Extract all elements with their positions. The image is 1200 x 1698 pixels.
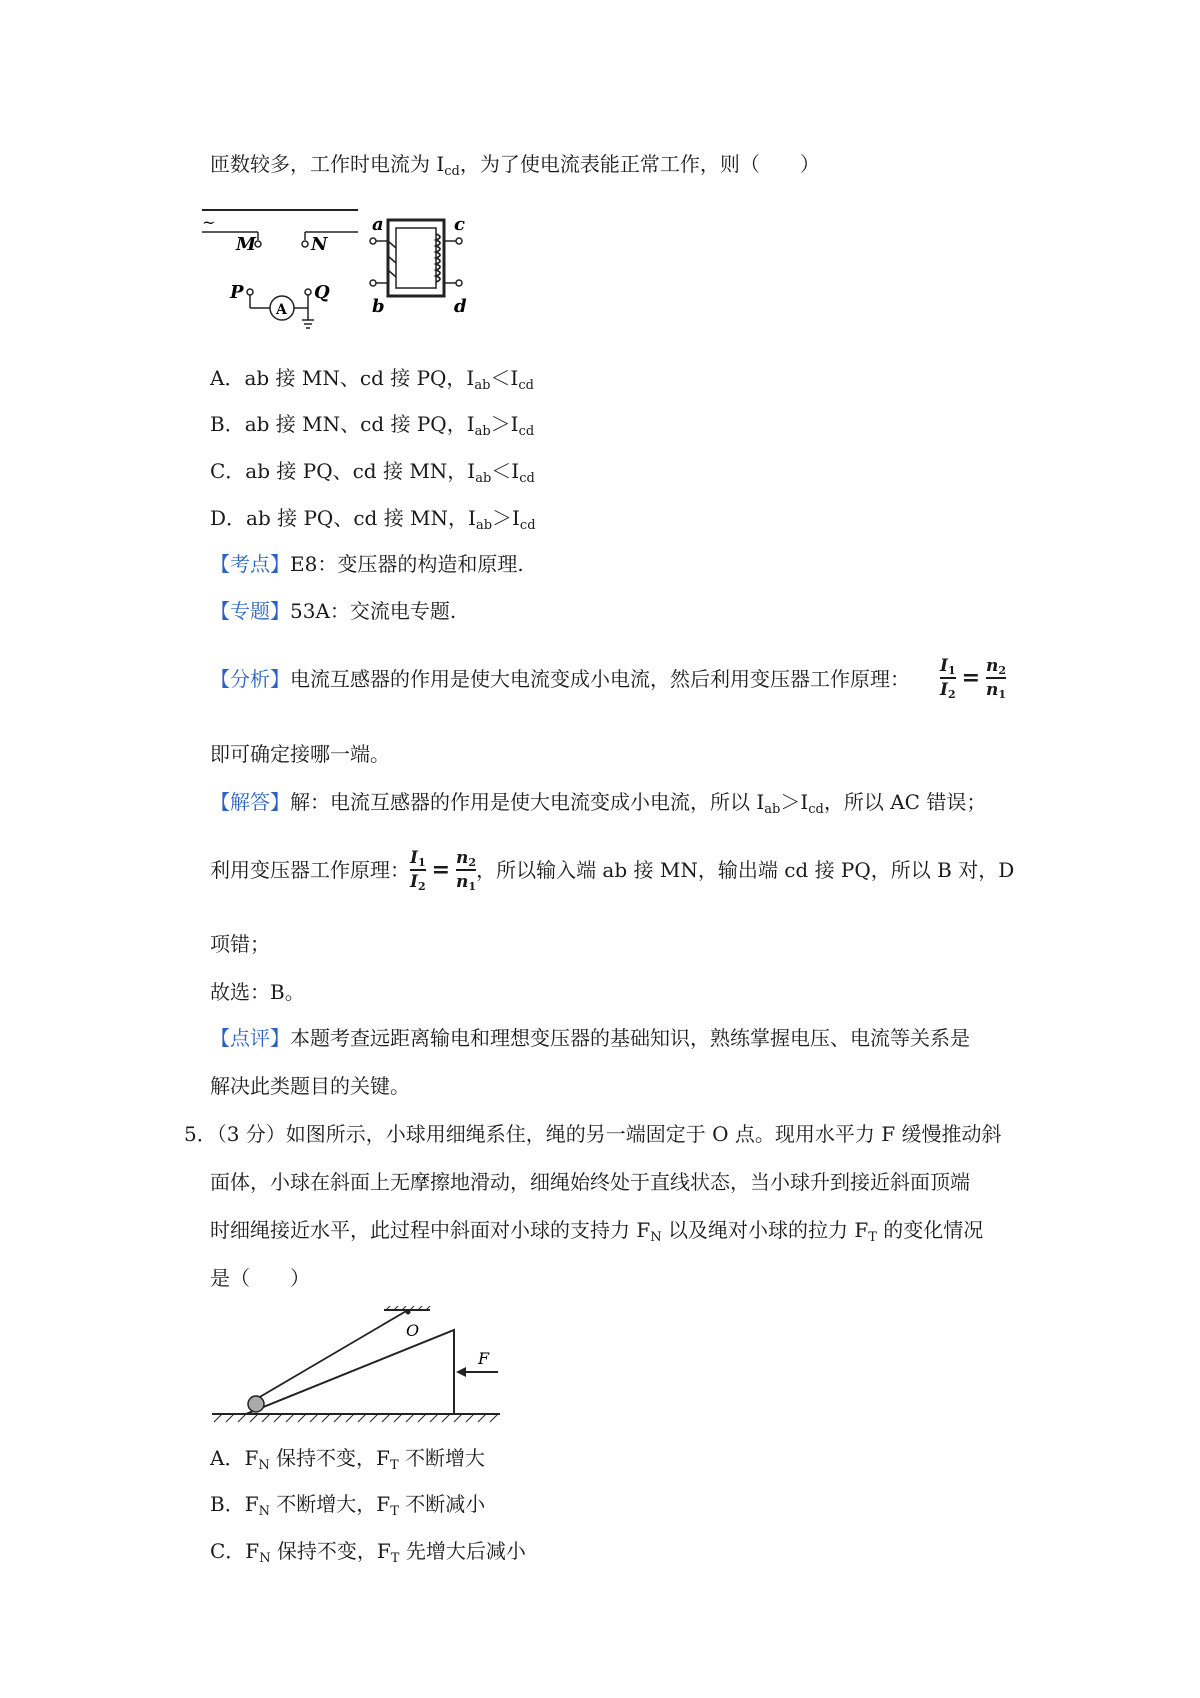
fenxi-section: 【分析】电流互感器的作用是使大电流变成小电流，然后利用变压器工作原理：: [210, 667, 910, 691]
kaodian-section: 【考点】E8：变压器的构造和原理.: [210, 552, 524, 576]
ammeter-label: A: [276, 302, 287, 318]
ball: [248, 1396, 264, 1412]
terminal-d-label: d: [454, 296, 467, 317]
terminal-Q-label: Q: [314, 282, 330, 303]
fenxi-continuation: 即可确定接哪一端。: [210, 742, 390, 766]
jieda-line-2: 利用变压器工作原理： $\frac{I_1}{I_2}$ = $\frac{n_2}{n_1}$ ，所以输入端 ab 接 MN，输出端 cd 接 PQ，所以 B 对，D: [210, 848, 1015, 893]
ac-source-symbol: ~: [202, 213, 216, 232]
q4-option-b: B．ab 接 MN、cd 接 PQ，$I_{ab}>I_{cd}$: [210, 412, 535, 439]
fenxi-formula: $\frac{I_1}{I_2}$ = $\frac{n_2}{n_1}$: [940, 656, 1007, 701]
q4-option-d: D．ab 接 PQ、cd 接 MN，$I_{ab}>I_{cd}$: [210, 506, 536, 533]
dianping-continuation: 解决此类题目的关键。: [210, 1074, 410, 1098]
terminal-a-label: a: [372, 214, 384, 235]
q5-stem-line-3: 时细绳接近水平，此过程中斜面对小球的支持力 $F_N$ 以及绳对小球的拉力 $F_T$ 的变化情况: [210, 1218, 984, 1245]
q4-stem-tail: 匝数较多，工作时电流为 $I_{cd}$，为了使电流表能正常工作，则（ ）: [210, 152, 820, 179]
force-f-label: F: [478, 1349, 490, 1368]
q5-option-c: C．$F_N$ 保持不变，$F_T$ 先增大后减小: [210, 1539, 526, 1566]
jieda-line-3: 项错；: [210, 932, 270, 956]
jieda-line-4: 故选：B。: [210, 980, 305, 1004]
incline-ball-figure: [210, 1306, 510, 1426]
pivot-point-o: [406, 1310, 411, 1315]
point-o-label: O: [406, 1321, 420, 1340]
terminal-M-label: M: [236, 234, 256, 255]
q5-option-b: B．$F_N$ 不断增大，$F_T$ 不断减小: [210, 1492, 486, 1519]
q5-stem-line-4: 是（ ）: [210, 1266, 310, 1290]
q4-option-c: C．ab 接 PQ、cd 接 MN，$I_{ab}<I_{cd}$: [210, 459, 535, 486]
dianping-section: 【点评】本题考查远距离输电和理想变压器的基础知识，熟练掌握电压、电流等关系是: [210, 1026, 970, 1050]
q5-stem-line-1: 5．（3 分）如图所示，小球用细绳系住，绳的另一端固定于 O 点。现用水平力 F 缓慢推动斜: [184, 1122, 1002, 1146]
incline-block: [246, 1330, 454, 1414]
q4-option-a: A．ab 接 MN、cd 接 PQ，$I_{ab}<I_{cd}$: [210, 366, 534, 393]
terminal-c-label: c: [454, 214, 465, 235]
q5-stem-line-2: 面体，小球在斜面上无摩擦地滑动，细绳始终处于直线状态，当小球升到接近斜面顶端: [210, 1170, 970, 1194]
string: [258, 1310, 408, 1398]
q5-option-a: A．$F_N$ 保持不变，$F_T$ 不断增大: [210, 1446, 485, 1473]
zhuanti-section: 【专题】53A：交流电专题.: [210, 599, 457, 623]
terminal-b-label: b: [372, 296, 385, 317]
transformer-circuit-figure: [200, 200, 520, 340]
terminal-P-label: P: [230, 282, 244, 303]
jieda-line-1: 【解答】解：电流互感器的作用是使大电流变成小电流，所以 $I_{ab}>I_{cd}$，所以 AC 错误；: [210, 790, 987, 817]
terminal-N-label: N: [311, 234, 328, 255]
